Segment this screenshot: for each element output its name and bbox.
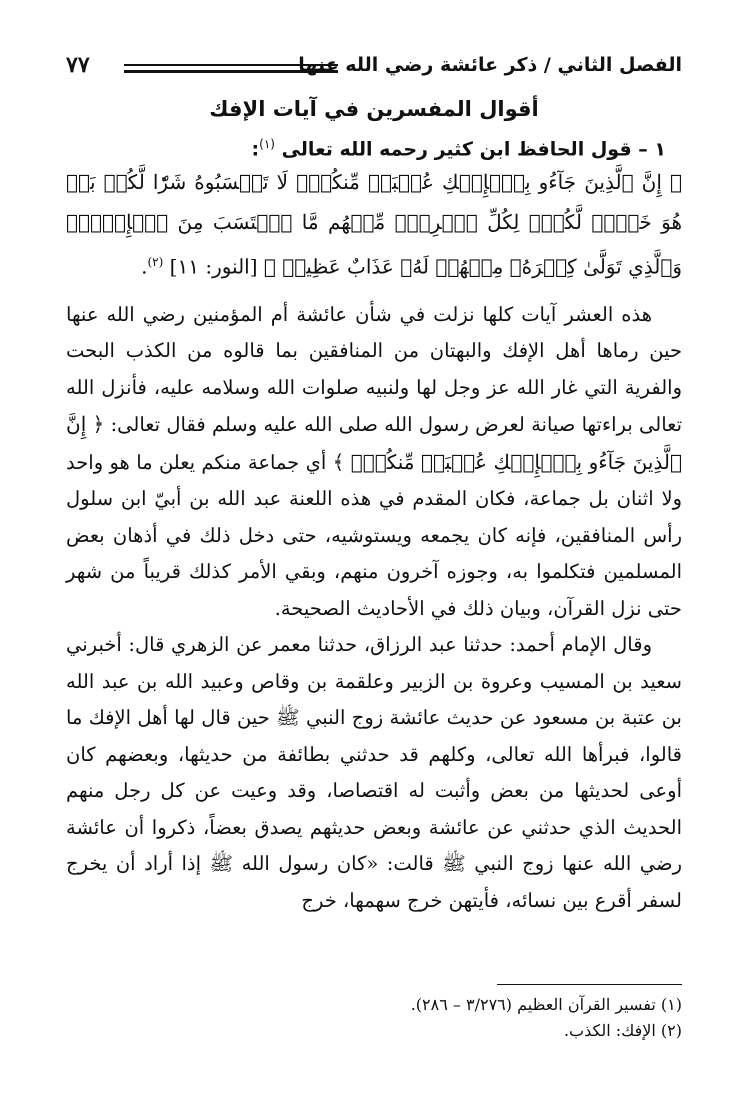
subheading [66,126,682,162]
running-title: الفصل الثاني / ذكر عائشة رضي الله عنها [298,54,682,76]
quran-close-bracket: ﴾ [263,254,276,279]
header-rule [124,64,338,66]
inline-quote-open: ﴿ [92,412,105,437]
footnote-2: (٢) الإفك: الكذب. [563,1021,682,1040]
quran-citation: [النور: ١١] [169,254,258,279]
footnotes [66,992,682,1044]
page-number: ٧٧ [66,52,90,78]
quran-verse: إِنَّ ٱلَّذِينَ جَآءُو بِٱلۡإِفۡكِ عُصۡبَةٞ مِّنكُمۡۚ لَا تَحۡسَبُوهُ شَرّٗا لَّكُمۖ بَلۡ هُوَ خَيۡرٞ لَّكُمۡۚ لِكُلِّ ٱمۡرِيٕٖ مِّنۡهُم مَّا ٱكۡتَسَبَ مِنَ ٱلۡإِثۡمِۚ وَٱلَّذِي تَوَلَّىٰ كِبۡرَهُۥ مِنۡهُمۡ لَهُۥ عَذَابٌ عَظِيمٞ [66,170,682,279]
subheading-colon: : [251,138,260,161]
footnote-ref-1: (١) [259,137,275,151]
paragraph-2: وقال الإمام أحمد: حدثنا عبد الرزاق، حدثنا معمر عن الزهري قال: أخبرني سعيد بن المسيب وعروة بن الزبير وعلقمة بن وقاص وعبيد الله بن عبد الله بن عتبة بن مسعود عن حديث عائشة زوج النبي ﷺ حين قال لها أهل الإفك ما قالوا، فبرأها الله تعالى، وكلهم قد حدثني بطائفة من حديثها، وبعضهم كان أوعى لحديثها من بعض وأثبت له اقتصاصا، وقد وعيت عن كل رجل منهم الحديث الذي حدثني عن عائشة وبعض حديثهم يصدق بعضاً، ذكروا أن عائشة رضي الله عنها زوج النبي ﷺ قالت: «كان رسول الله ﷺ إذا أراد أن يخرج لسفر أقرع بين نسائه، فأيتهن خرج سهمها، خرج [66,633,682,912]
footnote-separator [497,984,682,985]
footnote-ref-2: (٢) [147,255,164,269]
quran-open-bracket: ﴿ [670,170,683,194]
inline-quote: إِنَّ ٱلَّذِينَ جَآءُو بِٱلۡإِفۡكِ عُصۡبَةٞ مِّنكُمۡۚ [66,412,682,474]
quran-end: . [141,254,148,279]
paragraph-1-part-a: هذه العشر آيات كلها نزلت في شأن عائشة أم المؤمنين رضي الله عنها حين رماها أهل الإفك والبهتان من المنافقين بما قالوه من الكذب البحت والفرية التي غار الله عز وجل لها ولنبيه صلوات الله وسلامه عليه، فأنزل الله تعالى براءتها صيانة لعرض رسول الله صلى الله عليه وسلم فقال تعالى: [66,302,683,437]
inline-quote-close: ﴾ [332,449,345,474]
subheading-text: ١ – قول الحافظ ابن كثير رحمه الله تعالى [281,138,666,161]
section-title: أقوال المفسرين في آيات الإفك [209,97,539,121]
quran-verse-block [66,162,682,287]
footnote-1: (١) تفسير القرآن العظيم (٣/٢٧٦ – ٢٨٦). [410,995,682,1014]
paragraph-1-part-b: أي جماعة منكم يعلن ما هو واحد ولا اثنان بل جماعة، فكان المقدم في هذه اللعنة عبد الله بن أبيّ ابن سلول رأس المنافقين، فإنه كان يجمعه ويستوشيه، حتى دخل ذلك في أذهان بعض المسلمين فتكلموا به، وجوزه آخرون منهم، وبقي الأمر كذلك قريباً من شهر حتى نزل القرآن، وبيان ذلك في الأحاديث الصحيحة. [66,450,682,620]
paragraph-1 [66,297,682,628]
running-header [66,54,682,86]
header-rule-thick [124,70,338,73]
book-page [66,52,683,1040]
